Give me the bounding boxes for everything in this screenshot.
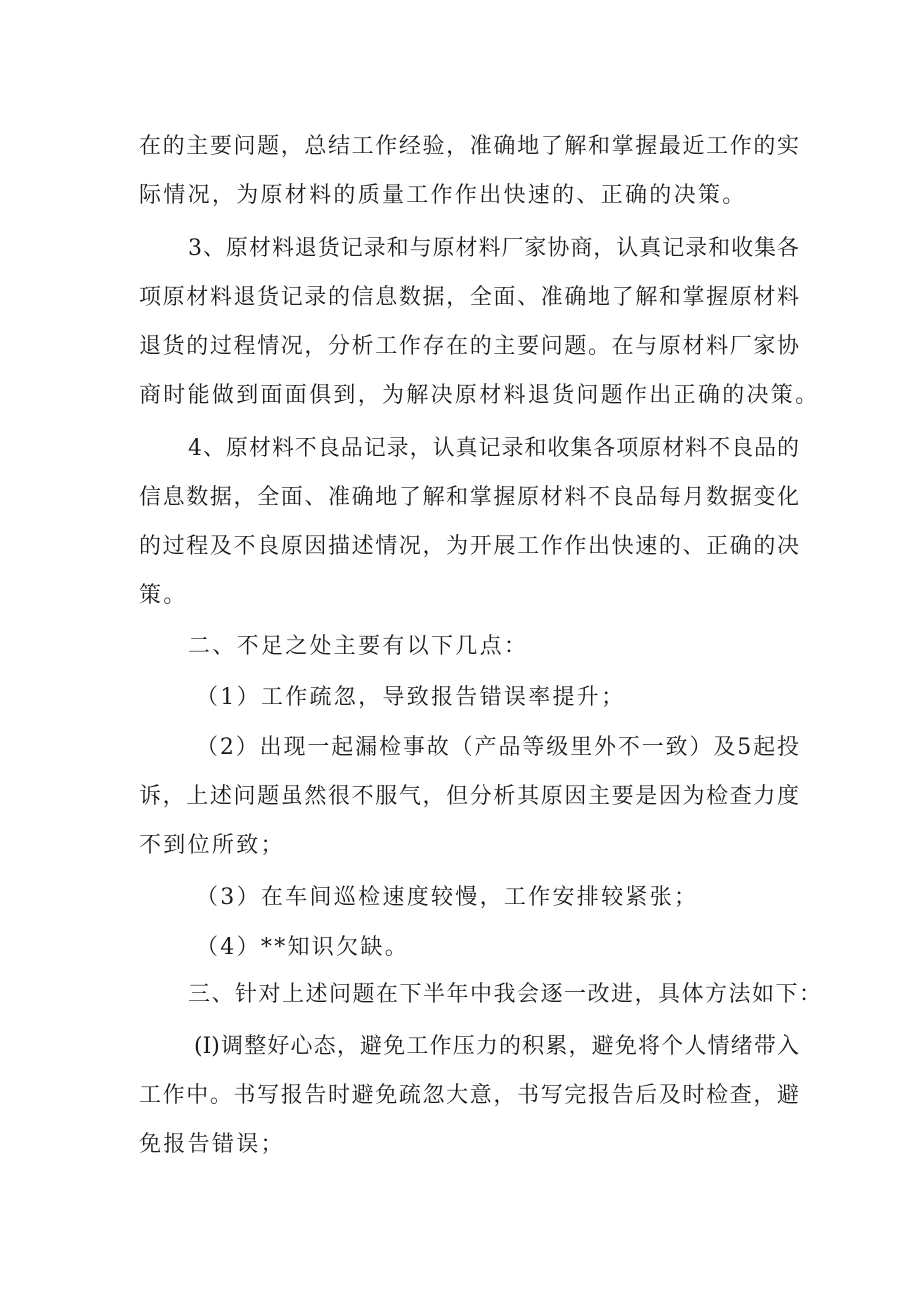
paragraph-line: 信息数据，全面、准确地了解和掌握原材料不良品每月数据变化 [139, 485, 799, 510]
paragraph-line: 策。 [139, 583, 188, 608]
paragraph-line: 际情况，为原材料的质量工作作出快速的、正确的决策。 [139, 183, 747, 208]
section-heading: 二、不足之处主要有以下几点： [188, 634, 529, 659]
paragraph-line: 免报告错误； [139, 1132, 285, 1157]
list-item: （4）**知识欠缺。 [196, 935, 409, 960]
paragraph-line: 不到位所致； [139, 833, 285, 858]
paragraph-line: 在的主要问题，总结工作经验，准确地了解和掌握最近工作的实 [139, 134, 799, 159]
list-item: （1）工作疏忽，导致报告错误率提升； [196, 685, 626, 710]
list-item: （2）出现一起漏检事故（产品等级里外不一致）及5起投 [196, 735, 799, 760]
paragraph-line: 工作中。书写报告时避免疏忽大意，书写完报告后及时检查，避 [139, 1083, 799, 1108]
section-heading: 三、针对上述问题在下半年中我会逐一改进，具体方法如下： [188, 982, 823, 1007]
paragraph-line: 的过程及不良原因描述情况，为开展工作作出快速的、正确的决 [139, 534, 799, 559]
paragraph-line: 退货的过程情况，分析工作存在的主要问题。在与原材料厂家协 [139, 334, 799, 359]
paragraph-line: 诉，上述问题虽然很不服气，但分析其原因主要是因为检查力度 [139, 784, 799, 809]
list-item: (I)调整好心态，避免工作压力的积累，避免将个人情绪带入 [194, 1034, 799, 1059]
list-item: （3）在车间巡检速度较慢，工作安排较紧张； [196, 885, 699, 910]
paragraph-line: 商时能做到面面俱到，为解决原材料退货问题作出正确的决策。 [139, 383, 820, 408]
paragraph-line: 项原材料退货记录的信息数据，全面、准确地了解和掌握原材料 [139, 285, 799, 310]
paragraph-line: 3、原材料退货记录和与原材料厂家协商，认真记录和收集各 [188, 236, 799, 261]
paragraph-line: 4、原材料不良品记录，认真记录和收集各项原材料不良品的 [188, 436, 799, 461]
